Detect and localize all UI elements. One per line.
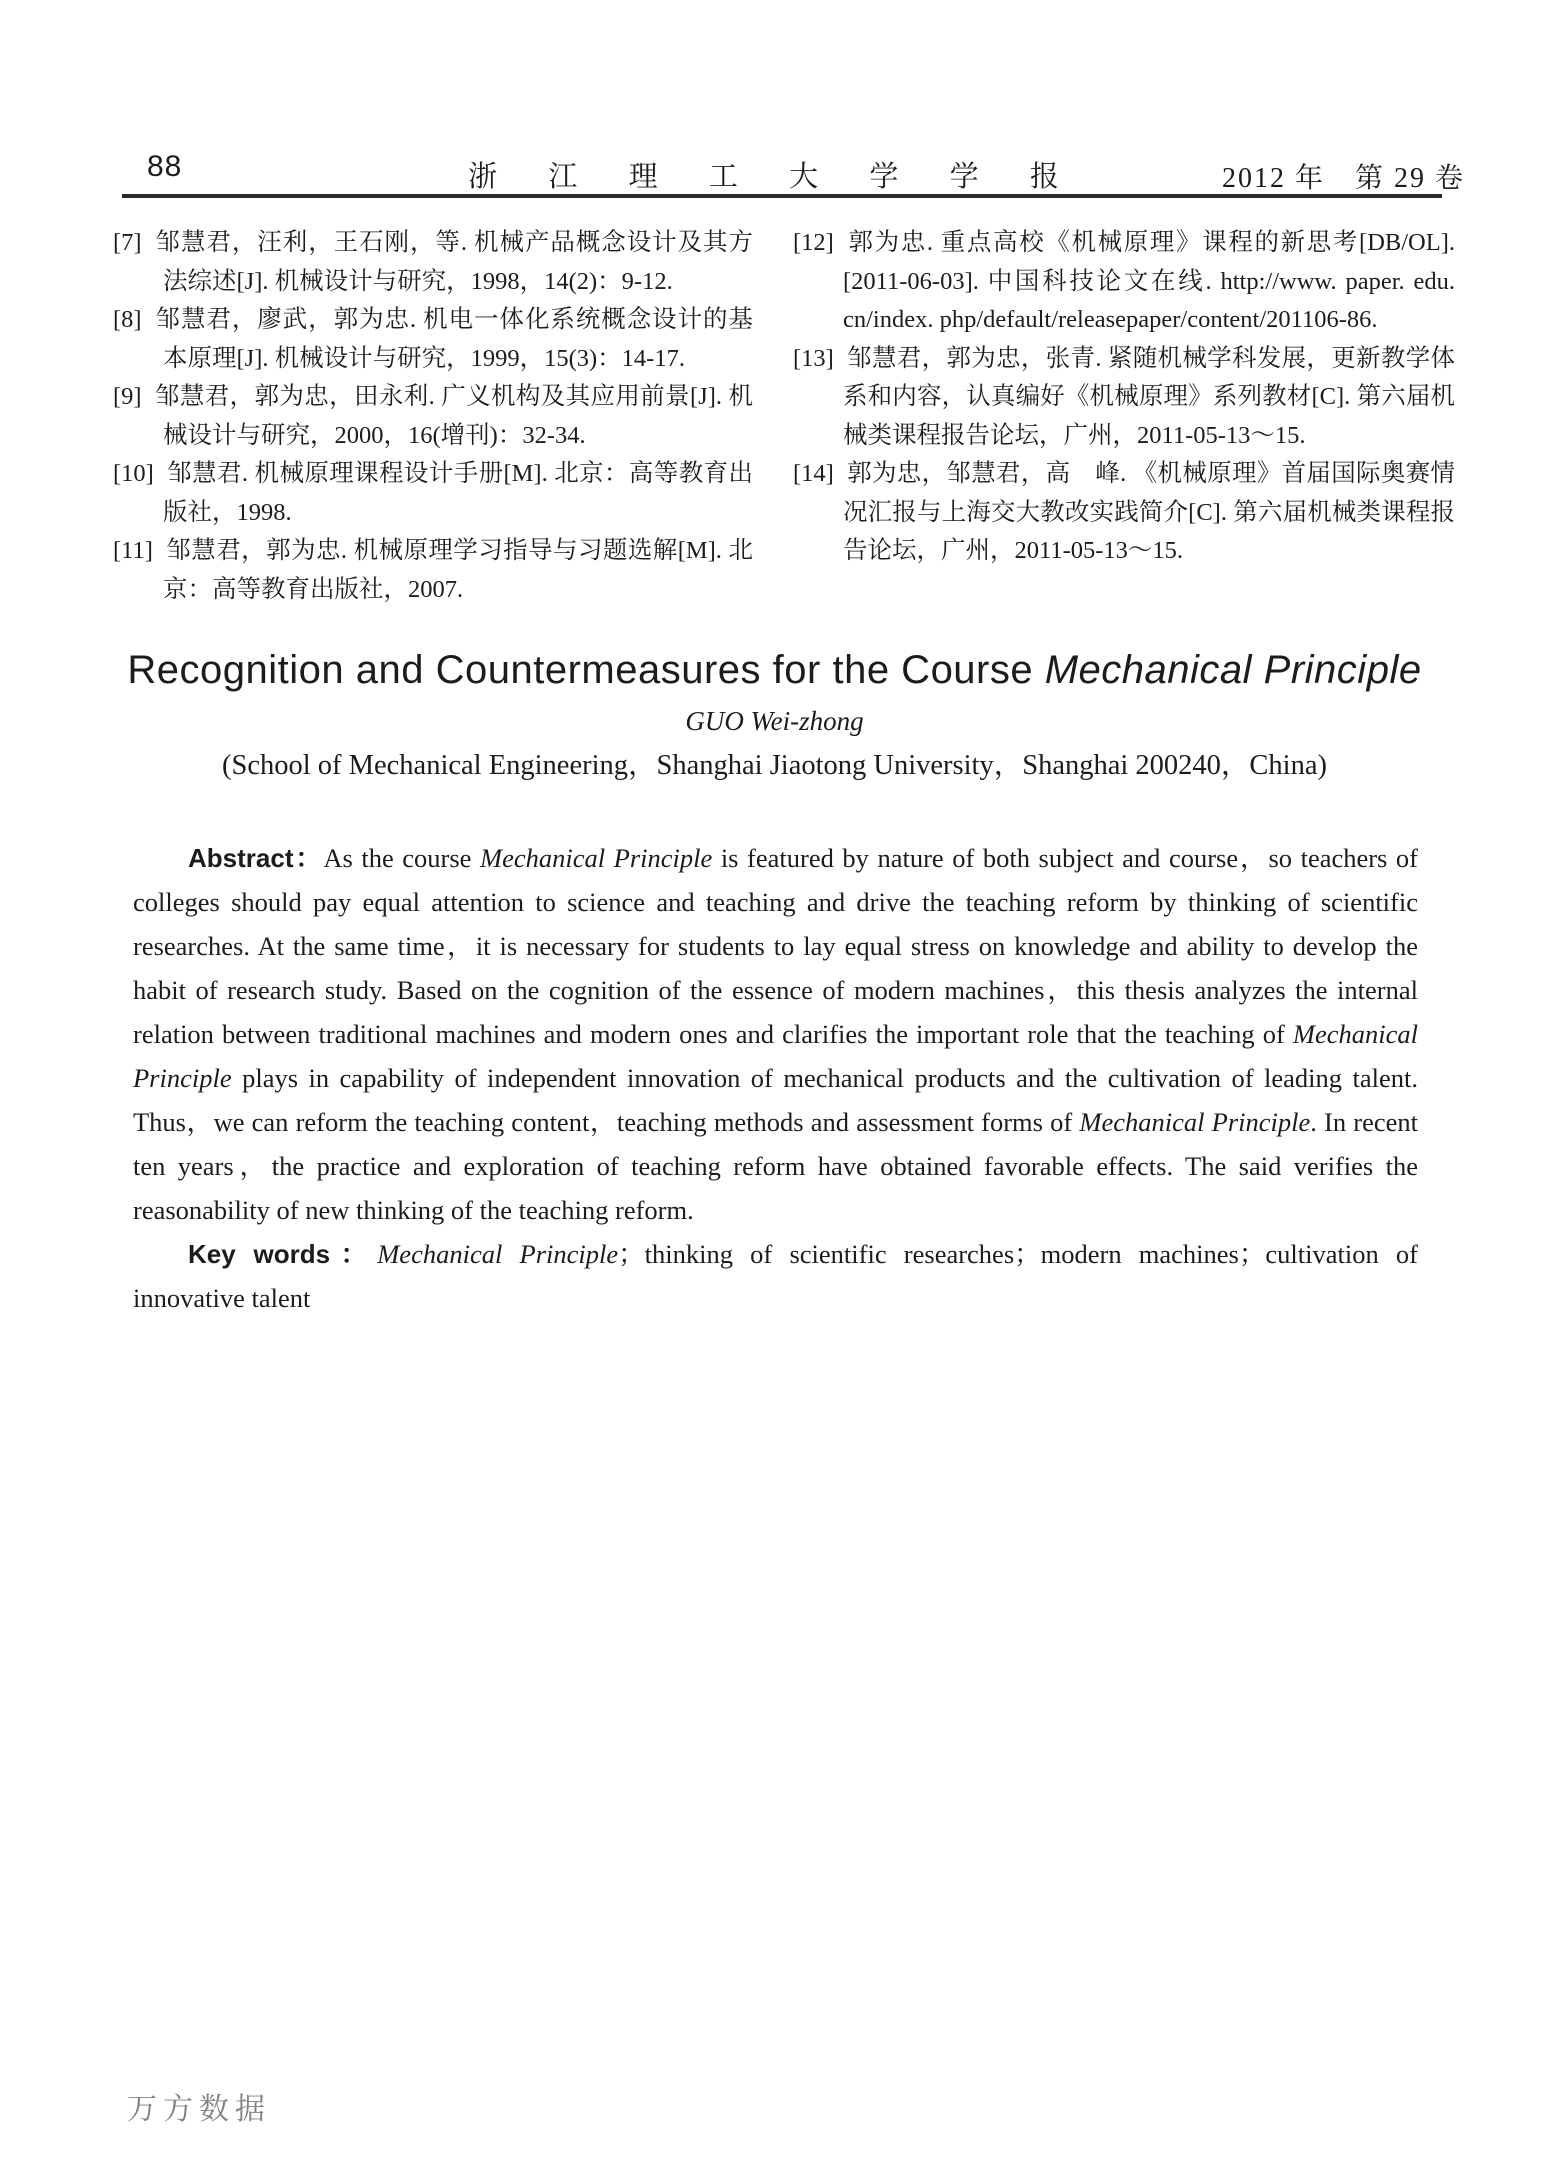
reference-number: [8] — [113, 306, 142, 333]
reference-item — [113, 378, 753, 455]
reference-number: [9] — [113, 383, 142, 410]
affiliation: (School of Mechanical Engineering，Shanghai Jiaotong University，Shanghai 200240，China) — [222, 750, 1327, 781]
article-title-text: Recognition and Countermeasures for the Course — [127, 648, 1045, 692]
reference-text: 郭为忠，邹慧君，高 峰. 《机械原理》首届国际奥赛情况汇报与上海交大教改实践简介[C]. 第六届机械类课程报告论坛，广州，2011-05-13～15. — [843, 460, 1455, 564]
abstract-paragraph — [133, 836, 1418, 1232]
reference-text: 邹慧君. 机械原理课程设计手册[M]. 北京：高等教育出版社，1998. — [163, 460, 753, 526]
references-right-column — [793, 224, 1455, 609]
abstract-text: As the course — [323, 843, 480, 873]
reference-number: [13] — [793, 344, 834, 372]
abstract-italic: Mechanical Principle — [133, 1019, 1418, 1093]
abstract-block — [133, 836, 1418, 1320]
reference-text: 郭为忠. 重点高校《机械原理》课程的新思考[DB/OL]. [2011-06-03]. 中国科技论文在线. http://www. paper. edu. cn/index. php/default/releasepaper/content/201106-86. — [843, 229, 1455, 333]
keywords-label: Key words： — [188, 1239, 378, 1269]
reference-text: 邹慧君，郭为忠，张青. 紧随机械学科发展，更新教学体系和内容，认真编好《机械原理》系列教材[C]. 第六届机械类课程报告论坛，广州，2011-05-13～15. — [843, 344, 1455, 449]
abstract-italic: Mechanical Principle — [480, 843, 713, 873]
reference-text: 邹慧君，汪利，王石刚，等. 机械产品概念设计及其方法综述[J]. 机械设计与研究，1998，14(2)：9-12. — [154, 229, 753, 295]
reference-item — [113, 224, 753, 301]
reference-item — [793, 455, 1455, 571]
reference-number: [11] — [113, 537, 153, 564]
reference-number: [14] — [793, 460, 834, 487]
abstract-text: plays in capability of independent innovation of mechanical products and the cultivation of leading talent. Thus，we can reform the teaching content，teaching methods and assessment forms of — [133, 1063, 1418, 1137]
header-rule — [122, 194, 1442, 198]
author-name: GUO Wei-zhong — [685, 706, 864, 736]
reference-number: [7] — [113, 229, 142, 256]
abstract-label: Abstract： — [188, 843, 324, 873]
keywords-paragraph — [133, 1232, 1418, 1320]
journal-title: 浙 江 理 工 大 学 学 报 — [468, 161, 1081, 193]
issue-info: 2012 年 第 29 卷 — [1221, 163, 1465, 194]
reference-item — [793, 340, 1455, 456]
article-title-italic: Mechanical Principle — [1044, 648, 1422, 692]
reference-item — [793, 224, 1455, 340]
reference-item — [113, 301, 753, 378]
reference-text: 邹慧君，郭为忠. 机械原理学习指导与习题选解[M]. 北京：高等教育出版社，2007. — [163, 537, 753, 603]
reference-item — [113, 532, 753, 609]
abstract-text: is featured by nature of both subject and course，so teachers of colleges should pay equal attention to science and teaching and drive the teaching reform by thinking of scientific researches. At the same time，it is necessary for students to lay equal stress on knowledge and ability to develop the habit of research study. Based on the cognition of the essence of modern machines，this thesis analyzes the internal relation between traditional machines and modern ones and clarifies the important role that the teaching of — [133, 843, 1419, 1049]
keywords-italic: Mechanical Principle — [377, 1239, 619, 1269]
reference-text: 邹慧君，廖武，郭为忠. 机电一体化系统概念设计的基本原理[J]. 机械设计与研究，1999，15(3)：14-17. — [154, 306, 753, 372]
reference-text: 邹慧君，郭为忠，田永利. 广义机构及其应用前景[J]. 机械设计与研究，2000，16(增刊)：32-34. — [154, 383, 753, 449]
reference-item — [113, 455, 753, 532]
references-left-column — [113, 224, 753, 609]
abstract-text: . In recent ten years，the practice and exploration of teaching reform have obtained favorable effects. The said verifies the reasonability of new thinking of the teaching reform. — [133, 1107, 1419, 1225]
keywords-text: ；thinking of scientific researches；modern machines；cultivation of innovative talent — [133, 1239, 1418, 1313]
watermark: 万方数据 — [127, 2093, 271, 2126]
references-section — [113, 224, 1455, 609]
abstract-italic: Mechanical Principle — [1079, 1107, 1311, 1137]
reference-number: [10] — [113, 460, 154, 487]
reference-number: [12] — [793, 229, 834, 256]
page-number: 88 — [147, 150, 183, 183]
article-title — [0, 648, 1549, 693]
